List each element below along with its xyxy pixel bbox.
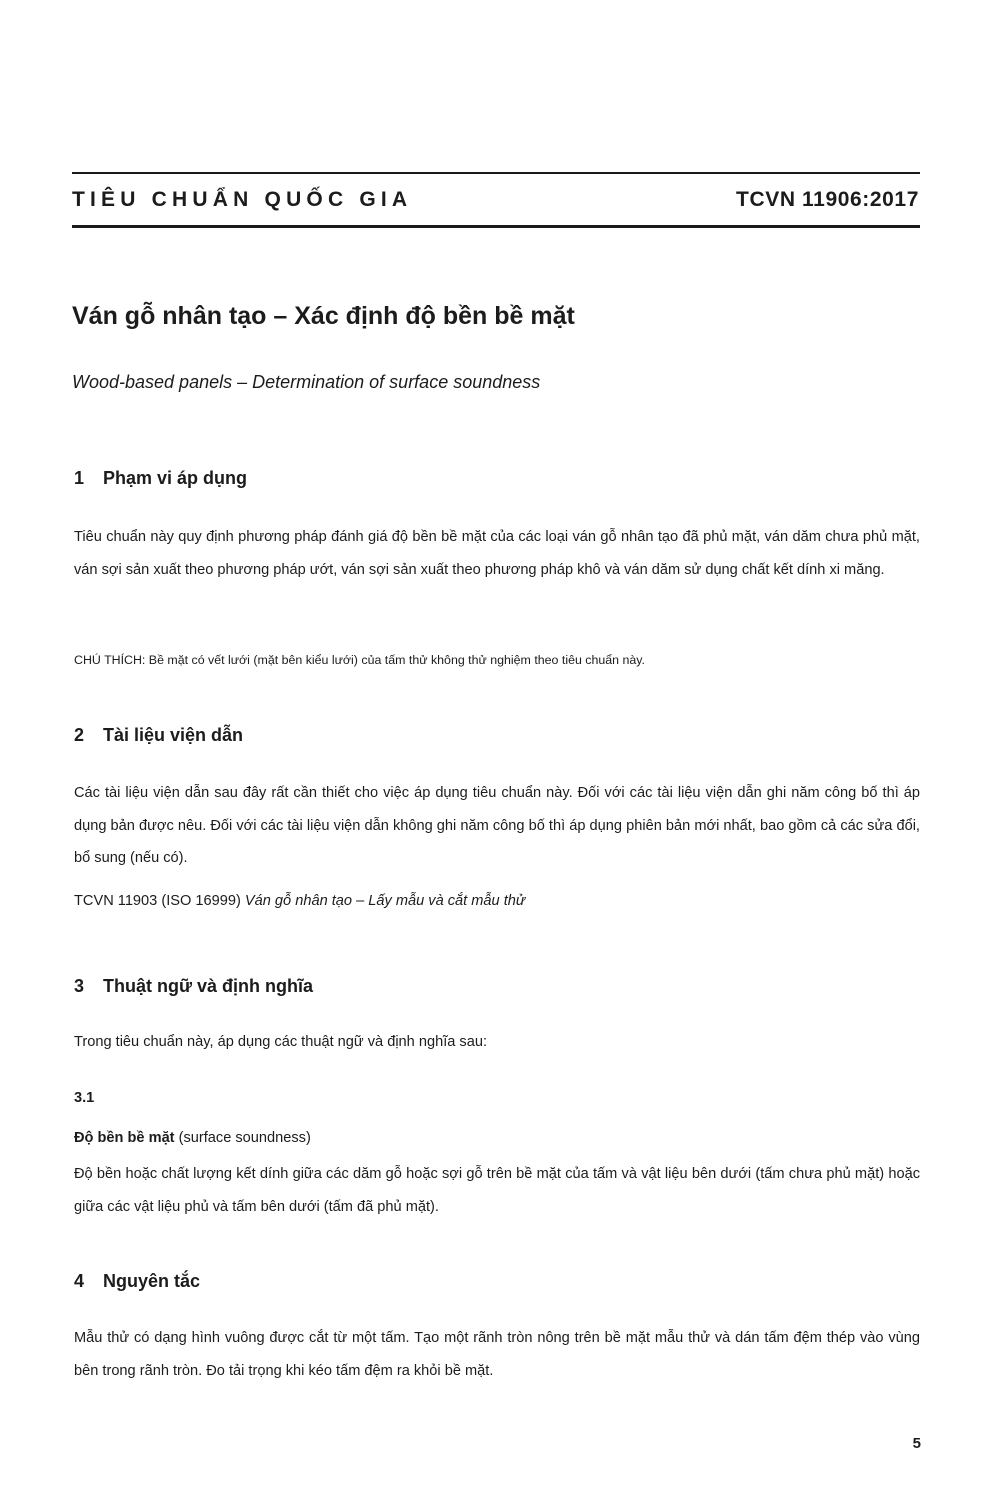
term-name: Độ bền bề mặt <box>74 1130 175 1146</box>
section-1-title: Phạm vi áp dụng <box>103 468 248 488</box>
normative-reference <box>74 893 525 909</box>
header-top-rule <box>72 172 920 174</box>
section-4-heading <box>74 1271 200 1292</box>
document-subtitle-english: Wood-based panels – Determination of surface soundness <box>72 372 541 392</box>
section-4-title: Nguyên tắc <box>103 1271 201 1291</box>
page-number: 5 <box>912 1435 921 1452</box>
section-2-heading <box>74 725 243 746</box>
section-3-heading <box>74 976 313 997</box>
section-2-title: Tài liệu viện dẫn <box>103 725 244 745</box>
section-4-number: 4 <box>74 1271 85 1291</box>
section-4-body: Mẫu thử có dạng hình vuông được cắt từ một tấm. Tạo một rãnh tròn nông trên bề mặt mẫu thử và dán tấm đệm thép vào vùng bên trong rãnh tròn. Đo tải trọng khi kéo tấm đệm ra khỏi bề mặt. <box>74 1330 920 1379</box>
section-2-number: 2 <box>74 725 85 745</box>
reference-code: TCVN 11903 (ISO 16999) <box>74 893 241 909</box>
document-title: Ván gỗ nhân tạo – Xác định độ bền bề mặt <box>72 302 575 330</box>
section-1-note: CHÚ THÍCH: Bề mặt có vết lưới (mặt bên kiểu lưới) của tấm thử không thử nghiệm theo tiêu chuẩn này. <box>74 653 645 667</box>
standard-label: TIÊU CHUẨN QUỐC GIA <box>72 188 413 211</box>
term-heading <box>74 1130 311 1146</box>
section-3-number: 3 <box>74 976 85 996</box>
section-1-heading <box>74 468 247 489</box>
section-3-intro: Trong tiêu chuẩn này, áp dụng các thuật ngữ và định nghĩa sau: <box>74 1034 488 1050</box>
term-definition: Độ bền hoặc chất lượng kết dính giữa các dăm gỗ hoặc sợi gỗ trên bề mặt của tấm và vật liệu bên dưới (tấm chưa phủ mặt) hoặc giữa các vật liệu phủ và tấm bên dưới (tấm đã phủ mặt). <box>74 1166 920 1215</box>
reference-title: Ván gỗ nhân tạo – Lấy mẫu và cắt mẫu thử <box>244 893 526 909</box>
standard-code: TCVN 11906:2017 <box>736 188 919 211</box>
section-1-body: Tiêu chuẩn này quy định phương pháp đánh giá độ bền bề mặt của các loại ván gỗ nhân tạo đã phủ mặt, ván dăm chưa phủ mặt, ván sợi sản xuất theo phương pháp ướt, ván sợi sản xuất theo phương pháp khô và ván dăm sử dụng chất kết dính xi măng. <box>74 529 920 578</box>
term-english: (surface soundness) <box>178 1130 311 1146</box>
section-2-body: Các tài liệu viện dẫn sau đây rất cần thiết cho việc áp dụng tiêu chuẩn này. Đối với các tài liệu viện dẫn ghi năm công bố thì áp dụng bản được nêu. Đối với các tài liệu viện dẫn không ghi năm công bố thì áp dụng phiên bản mới nhất, bao gồm cả các sửa đổi, bổ sung (nếu có). <box>74 785 920 866</box>
header-bottom-rule <box>72 225 920 228</box>
term-number: 3.1 <box>74 1090 95 1106</box>
section-1-number: 1 <box>74 468 85 488</box>
section-3-title: Thuật ngữ và định nghĩa <box>103 976 314 996</box>
